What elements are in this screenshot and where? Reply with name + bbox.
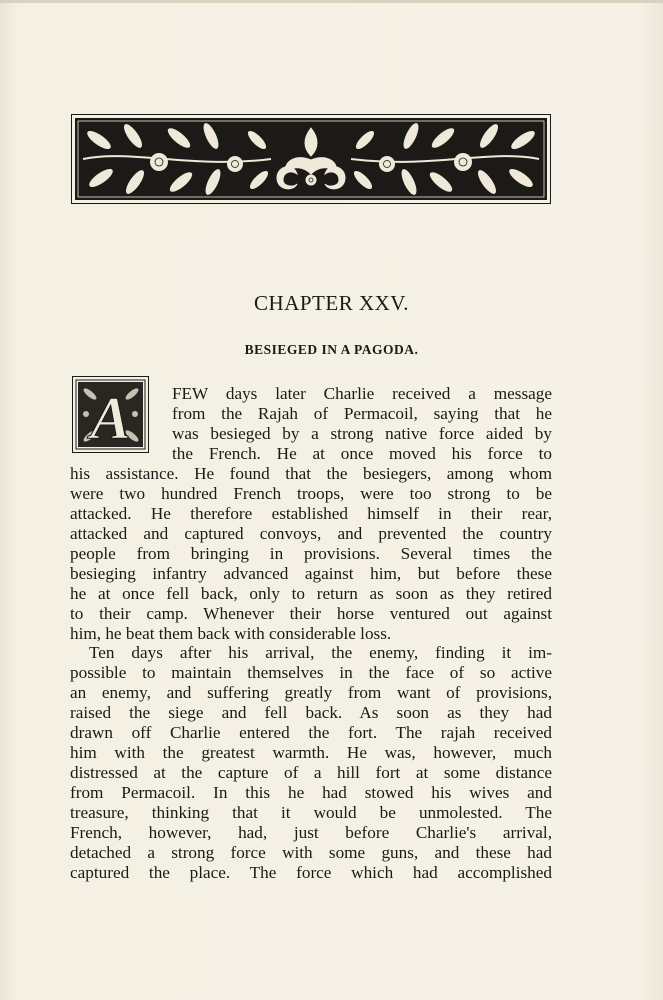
- text-line: treasure, thinking that it would be unmolested. The: [70, 803, 552, 822]
- text-line: drawn off Charlie entered the fort. The rajah received: [70, 723, 552, 742]
- text-line: Ten days after his arrival, the enemy, finding it im-: [89, 643, 552, 662]
- text-line: his assistance. He found that the besiegers, among whom: [70, 464, 552, 483]
- text-line: were two hundred French troops, were too strong to be: [70, 484, 552, 503]
- text-line: him with the greatest warmth. He was, however, much: [70, 743, 552, 762]
- text-line: an enemy, and suffering greatly from want of provisions,: [70, 683, 552, 702]
- text-line: him, he beat them back with considerable loss.: [70, 624, 392, 643]
- text-line: attacked and captured convoys, and prevented the country: [70, 524, 552, 543]
- text-line: detached a strong force with some guns, and these had: [70, 843, 552, 862]
- floral-header-ornament: [71, 114, 551, 204]
- text-line: from the Rajah of Permacoil, saying that he: [172, 404, 552, 423]
- text-line: was besieged by a strong native force aided by: [172, 424, 552, 443]
- chapter-title: CHAPTER XXV.: [254, 291, 409, 315]
- text-line: French, however, had, just before Charlie's arrival,: [70, 823, 552, 842]
- text-line: he at once fell back, only to return as soon as they retired: [70, 584, 552, 603]
- page-top-edge: [0, 0, 663, 3]
- drop-cap-letter: A: [90, 385, 131, 451]
- decorative-drop-cap-a: [72, 376, 149, 453]
- text-line: FEW days later Charlie received a message: [172, 384, 552, 403]
- text-line: attacked. He therefore established himself in their rear,: [70, 504, 552, 523]
- text-line: to their camp. Whenever their horse ventured out against: [70, 604, 552, 623]
- text-line: from Permacoil. In this he had stowed his wives and: [70, 783, 552, 802]
- text-line: distressed at the capture of a hill fort at some distance: [70, 763, 552, 782]
- text-line: people from bringing in provisions. Several times the: [70, 544, 552, 563]
- text-line: the French. He at once moved his force to: [172, 444, 552, 463]
- text-line: captured the place. The force which had accomplished: [70, 863, 552, 882]
- text-line: raised the siege and fell back. As soon as they had: [70, 703, 552, 722]
- text-line: possible to maintain themselves in the face of so active: [70, 663, 552, 682]
- text-line: besieging infantry advanced against him, but before these: [70, 564, 552, 583]
- chapter-subtitle: BESIEGED IN A PAGODA.: [244, 342, 419, 357]
